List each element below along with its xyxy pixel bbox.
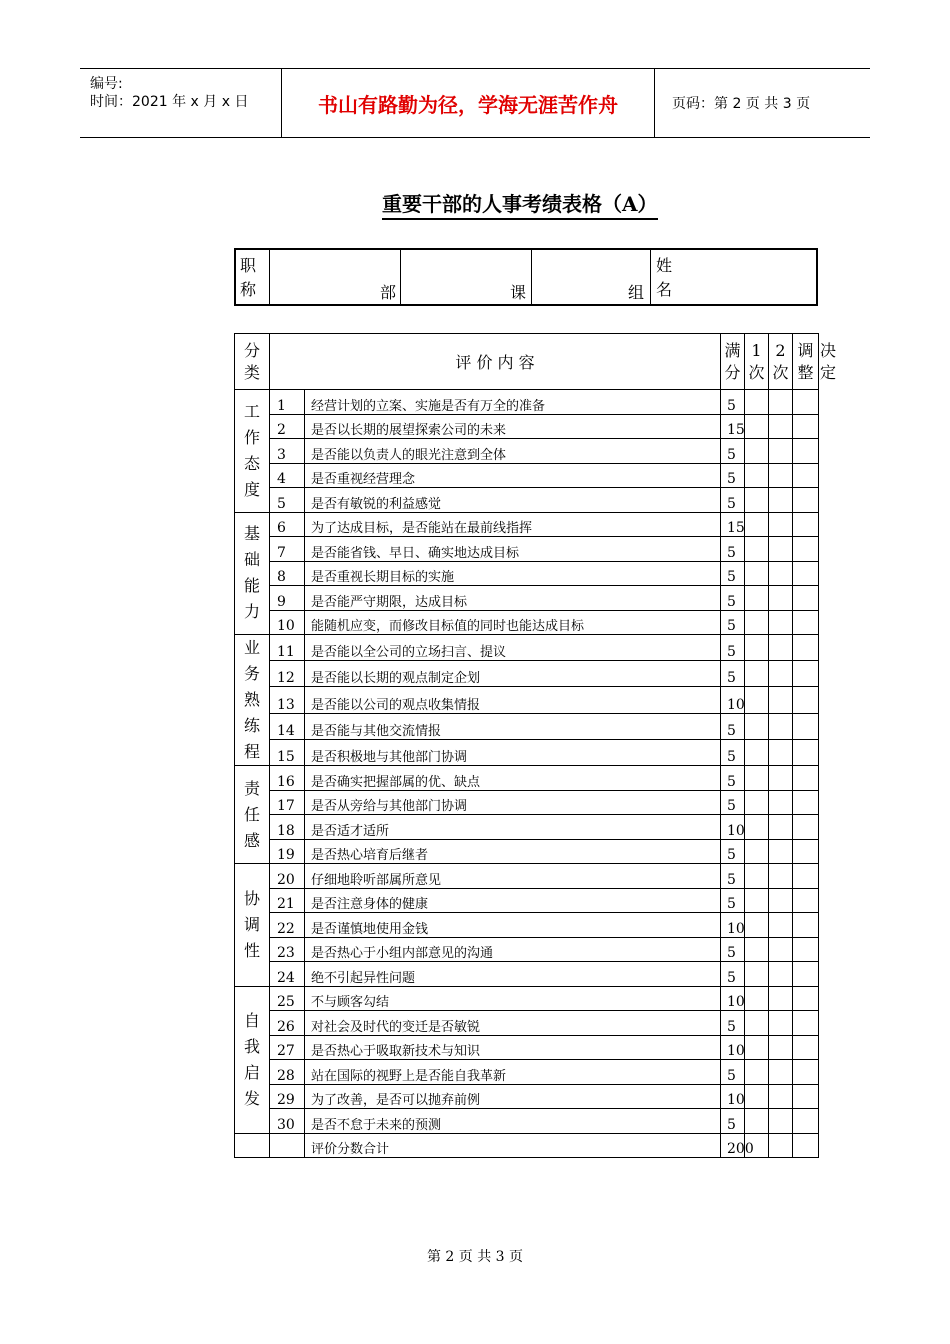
second-score-cell: [769, 414, 793, 439]
item-number: 21: [270, 888, 305, 913]
second-score-cell: [769, 913, 793, 938]
table-row: [235, 864, 819, 889]
second-score-cell: [769, 561, 793, 586]
table-row: [235, 635, 819, 661]
item-full-score: 5: [721, 561, 745, 586]
header-content: 评 价 内 容: [270, 334, 721, 390]
item-full-score: 5: [721, 790, 745, 815]
first-score-cell: [745, 766, 769, 791]
item-number: 20: [270, 864, 305, 889]
info-divider: [400, 250, 401, 304]
second-score-cell: [769, 766, 793, 791]
first-score-cell: [745, 414, 769, 439]
table-row: [235, 790, 819, 815]
page-info-text: 页码：第 2 页 共 3 页: [672, 96, 811, 112]
item-full-score: 5: [721, 864, 745, 889]
second-score-cell: [769, 790, 793, 815]
adjust-cell: [793, 439, 819, 464]
table-row: [235, 839, 819, 864]
item-number: 9: [270, 586, 305, 611]
item-text: 是否适才适所: [305, 815, 721, 840]
first-score-cell: [745, 512, 769, 537]
header-full-score: 满分: [721, 334, 745, 390]
table-row: [235, 561, 819, 586]
item-number: 25: [270, 986, 305, 1011]
first-score-cell: [745, 610, 769, 635]
item-full-score: 5: [721, 537, 745, 562]
group-label: 组: [628, 283, 645, 302]
item-number: 29: [270, 1084, 305, 1109]
item-text: 是否热心于小组内部意见的沟通: [305, 937, 721, 962]
first-score-cell: [745, 1011, 769, 1036]
category-cell: 协调性: [235, 864, 270, 987]
category-cell: 责任感: [235, 766, 270, 864]
second-score-cell: [769, 986, 793, 1011]
table-row: [235, 439, 819, 464]
item-number: 11: [270, 635, 305, 661]
first-score-cell: [745, 839, 769, 864]
item-number: 7: [270, 537, 305, 562]
item-full-score: 5: [721, 739, 745, 765]
first-score-cell: [745, 913, 769, 938]
adjust-cell: [793, 766, 819, 791]
first-score-cell: [745, 1035, 769, 1060]
first-score-cell: [745, 635, 769, 661]
table-row: [235, 512, 819, 537]
item-text: 是否以长期的展望探索公司的未来: [305, 414, 721, 439]
item-number: 17: [270, 790, 305, 815]
second-score-cell: [769, 888, 793, 913]
item-text: 是否能以公司的观点收集情报: [305, 687, 721, 713]
table-row: [235, 661, 819, 687]
item-text: 对社会及时代的变迁是否敏锐: [305, 1011, 721, 1036]
item-number: 22: [270, 913, 305, 938]
position-label: 职称: [240, 256, 257, 299]
item-full-score: 15: [721, 512, 745, 537]
section-label: 课: [510, 283, 527, 302]
page-footer: 第 2 页 共 3 页: [426, 1249, 524, 1265]
table-row: [235, 766, 819, 791]
header-adjust: 调整: [793, 334, 819, 390]
info-divider: [531, 250, 532, 304]
info-table: [234, 248, 818, 306]
info-divider: [269, 250, 270, 304]
item-full-score: 10: [721, 815, 745, 840]
total-number-cell: [270, 1133, 305, 1158]
item-text: 站在国际的视野上是否能自我革新: [305, 1060, 721, 1085]
adjust-cell: [793, 1084, 819, 1109]
first-score-cell: [745, 1084, 769, 1109]
item-text: 是否从旁给与其他部门协调: [305, 790, 721, 815]
category-cell: 业务熟练程: [235, 635, 270, 766]
item-full-score: 10: [721, 1035, 745, 1060]
first-score-cell: [745, 537, 769, 562]
second-score-cell: [769, 739, 793, 765]
item-text: 是否能以全公司的立场扫言、提议: [305, 635, 721, 661]
item-full-score: 5: [721, 1011, 745, 1036]
item-full-score: 5: [721, 839, 745, 864]
table-row: [235, 414, 819, 439]
second-score-cell: [769, 537, 793, 562]
second-score-cell: [769, 439, 793, 464]
item-full-score: 5: [721, 713, 745, 739]
adjust-cell: [793, 661, 819, 687]
item-full-score: 5: [721, 962, 745, 987]
item-number: 13: [270, 687, 305, 713]
adjust-cell: [793, 888, 819, 913]
table-row: [235, 1011, 819, 1036]
second-score-cell: [769, 713, 793, 739]
category-cell: 工作态度: [235, 390, 270, 513]
time-label: 时间：2021 年 x 月 x 日: [90, 94, 249, 110]
second-score-cell: [769, 839, 793, 864]
name-label: 姓名: [656, 256, 673, 299]
table-row: [235, 586, 819, 611]
adjust-cell: [793, 1011, 819, 1036]
item-number: 14: [270, 713, 305, 739]
item-full-score: 10: [721, 913, 745, 938]
item-full-score: 10: [721, 1084, 745, 1109]
table-row: [235, 713, 819, 739]
second-score-cell: [769, 864, 793, 889]
adjust-cell: [793, 414, 819, 439]
first-score-cell: [745, 561, 769, 586]
document-header: [80, 68, 870, 138]
item-number: 24: [270, 962, 305, 987]
table-row: [235, 1060, 819, 1085]
table-row: [235, 888, 819, 913]
item-text: 是否不怠于未来的预测: [305, 1109, 721, 1134]
table-row: [235, 610, 819, 635]
adjust-cell: [793, 390, 819, 415]
item-number: 28: [270, 1060, 305, 1085]
second-score-cell: [769, 661, 793, 687]
adjust-cell: [793, 962, 819, 987]
category-cell: 自我启发: [235, 986, 270, 1133]
item-text: 是否能省钱、早日、确实地达成目标: [305, 537, 721, 562]
evaluation-table: [234, 333, 837, 1158]
item-number: 18: [270, 815, 305, 840]
second-score-cell: [769, 1133, 793, 1158]
second-score-cell: [769, 1084, 793, 1109]
adjust-cell: [793, 913, 819, 938]
item-full-score: 5: [721, 390, 745, 415]
header-motto: 书山有路勤为径，学海无涯苦作舟: [281, 69, 655, 137]
header-page-info: [664, 69, 870, 137]
total-category-cell: [235, 1133, 270, 1158]
header-second: 2次: [769, 334, 793, 390]
first-score-cell: [745, 864, 769, 889]
adjust-cell: [793, 537, 819, 562]
document-title: 重要干部的人事考绩表格（A）: [382, 188, 658, 220]
first-score-cell: [745, 463, 769, 488]
adjust-cell: [793, 739, 819, 765]
table-row: [235, 986, 819, 1011]
first-score-cell: [745, 586, 769, 611]
adjust-cell: [793, 1109, 819, 1134]
header-meta: [80, 69, 280, 137]
item-text: 仔细地聆听部属所意见: [305, 864, 721, 889]
item-number: 16: [270, 766, 305, 791]
item-full-score: 5: [721, 888, 745, 913]
table-row: [235, 390, 819, 415]
table-header-row: 分类 评 价 内 容 满分 1次 2次 调整 决定: [235, 334, 819, 390]
adjust-cell: [793, 463, 819, 488]
item-full-score: 5: [721, 661, 745, 687]
first-score-cell: [745, 1109, 769, 1134]
second-score-cell: [769, 687, 793, 713]
adjust-cell: [793, 1133, 819, 1158]
item-number: 1: [270, 390, 305, 415]
table-row: [235, 687, 819, 713]
second-score-cell: [769, 635, 793, 661]
table-row: [235, 463, 819, 488]
first-score-cell: [745, 439, 769, 464]
table-row: [235, 1035, 819, 1060]
item-text: 是否热心于吸取新技术与知识: [305, 1035, 721, 1060]
item-text: 是否积极地与其他部门协调: [305, 739, 721, 765]
table-row: [235, 815, 819, 840]
adjust-cell: [793, 586, 819, 611]
item-number: 19: [270, 839, 305, 864]
first-score-cell: [745, 739, 769, 765]
item-text: 经营计划的立案、实施是否有万全的准备: [305, 390, 721, 415]
item-number: 6: [270, 512, 305, 537]
item-text: 能随机应变，而修改目标值的同时也能达成目标: [305, 610, 721, 635]
category-cell: 基础能力: [235, 512, 270, 635]
second-score-cell: [769, 1060, 793, 1085]
adjust-cell: [793, 610, 819, 635]
item-full-score: 15: [721, 414, 745, 439]
item-full-score: 5: [721, 488, 745, 513]
first-score-cell: [745, 986, 769, 1011]
table-row: [235, 937, 819, 962]
first-score-cell: [745, 488, 769, 513]
adjust-cell: [793, 864, 819, 889]
item-number: 12: [270, 661, 305, 687]
item-full-score: 10: [721, 986, 745, 1011]
item-number: 8: [270, 561, 305, 586]
table-row: [235, 962, 819, 987]
table-row: [235, 1084, 819, 1109]
table-row: [235, 488, 819, 513]
item-text: 是否有敏锐的利益感觉: [305, 488, 721, 513]
item-number: 2: [270, 414, 305, 439]
second-score-cell: [769, 390, 793, 415]
item-text: 是否能以负责人的眼光注意到全体: [305, 439, 721, 464]
item-text: 绝不引起异性问题: [305, 962, 721, 987]
item-full-score: 5: [721, 766, 745, 791]
item-number: 27: [270, 1035, 305, 1060]
item-text: 是否能以长期的观点制定企划: [305, 661, 721, 687]
table-row: [235, 1109, 819, 1134]
item-text: 是否重视经营理念: [305, 463, 721, 488]
second-score-cell: [769, 1035, 793, 1060]
header-first: 1次: [745, 334, 769, 390]
item-text: 为了改善，是否可以抛弃前例: [305, 1084, 721, 1109]
first-score-cell: [745, 888, 769, 913]
second-score-cell: [769, 962, 793, 987]
item-full-score: 5: [721, 586, 745, 611]
adjust-cell: [793, 1060, 819, 1085]
adjust-cell: [793, 687, 819, 713]
item-text: 是否能严守期限，达成目标: [305, 586, 721, 611]
adjust-cell: [793, 561, 819, 586]
table-row: [235, 913, 819, 938]
second-score-cell: [769, 1011, 793, 1036]
adjust-cell: [793, 713, 819, 739]
item-number: 23: [270, 937, 305, 962]
second-score-cell: [769, 512, 793, 537]
item-full-score: 5: [721, 439, 745, 464]
total-label: 评价分数合计: [305, 1133, 721, 1158]
item-text: 是否重视长期目标的实施: [305, 561, 721, 586]
item-full-score: 5: [721, 1060, 745, 1085]
item-number: 3: [270, 439, 305, 464]
table-row: [235, 739, 819, 765]
item-text: 不与顾客勾结: [305, 986, 721, 1011]
item-full-score: 5: [721, 1109, 745, 1134]
item-full-score: 10: [721, 687, 745, 713]
header-category: 分类: [235, 334, 270, 390]
item-full-score: 5: [721, 463, 745, 488]
first-score-cell: [745, 815, 769, 840]
item-text: 是否注意身体的健康: [305, 888, 721, 913]
adjust-cell: [793, 986, 819, 1011]
second-score-cell: [769, 488, 793, 513]
second-score-cell: [769, 937, 793, 962]
first-score-cell: [745, 937, 769, 962]
item-full-score: 5: [721, 635, 745, 661]
adjust-cell: [793, 937, 819, 962]
item-text: 是否确实把握部属的优、缺点: [305, 766, 721, 791]
item-text: 为了达成目标，是否能站在最前线指挥: [305, 512, 721, 537]
item-text: 是否热心培育后继者: [305, 839, 721, 864]
adjust-cell: [793, 512, 819, 537]
table-row: [235, 537, 819, 562]
first-score-cell: [745, 390, 769, 415]
info-divider: [650, 250, 651, 304]
item-full-score: 5: [721, 610, 745, 635]
second-score-cell: [769, 463, 793, 488]
first-score-cell: [745, 713, 769, 739]
item-full-score: 5: [721, 937, 745, 962]
first-score-cell: [745, 661, 769, 687]
adjust-cell: [793, 635, 819, 661]
total-score: 200: [721, 1133, 745, 1158]
second-score-cell: [769, 815, 793, 840]
second-score-cell: [769, 1109, 793, 1134]
second-score-cell: [769, 586, 793, 611]
adjust-cell: [793, 790, 819, 815]
item-number: 10: [270, 610, 305, 635]
first-score-cell: [745, 1060, 769, 1085]
first-score-cell: [745, 962, 769, 987]
adjust-cell: [793, 815, 819, 840]
item-text: 是否谨慎地使用金钱: [305, 913, 721, 938]
total-row: [235, 1133, 819, 1158]
dept-label: 部: [380, 283, 397, 302]
item-number: 4: [270, 463, 305, 488]
first-score-cell: [745, 790, 769, 815]
item-text: 是否能与其他交流情报: [305, 713, 721, 739]
adjust-cell: [793, 839, 819, 864]
second-score-cell: [769, 610, 793, 635]
first-score-cell: [745, 687, 769, 713]
item-number: 5: [270, 488, 305, 513]
adjust-cell: [793, 488, 819, 513]
item-number: 26: [270, 1011, 305, 1036]
item-number: 30: [270, 1109, 305, 1134]
adjust-cell: [793, 1035, 819, 1060]
code-label: 编号:: [90, 76, 123, 92]
item-number: 15: [270, 739, 305, 765]
